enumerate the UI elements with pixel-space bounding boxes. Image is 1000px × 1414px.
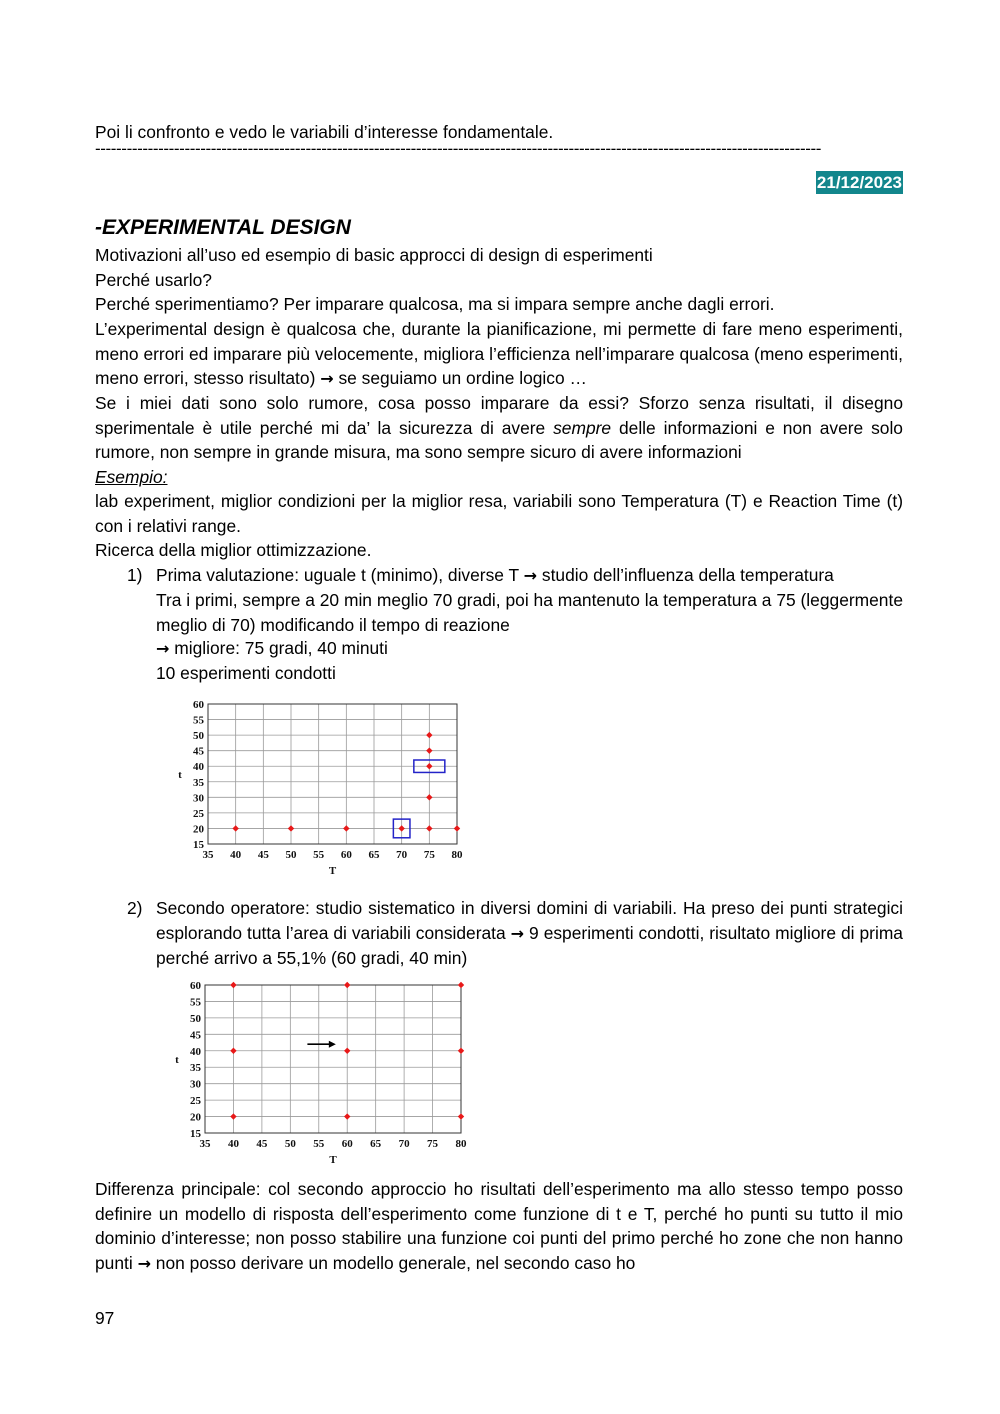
paragraph-design-tail: se seguiamo un ordine logico … [333, 368, 587, 389]
arrow-icon: → [156, 639, 170, 658]
example-label-text: Esempio: [95, 467, 168, 487]
x-tick-label: 75 [427, 1138, 439, 1150]
x-axis-label: T [329, 1154, 337, 1166]
data-point [230, 982, 236, 988]
x-tick-label: 80 [451, 849, 463, 861]
data-point [344, 1048, 350, 1054]
closing-text-a: Differenza principale: col secondo approccio ho risultati dell’esperimento ma allo stesso tempo posso definire un modello di risposta dell’esperimento come funzione di t e T, perché ho punti su tutto il mio dominio d’interesse; non posso stabilire una funzione coi punti del primo perché ho zone che non hanno punti [95, 1179, 903, 1273]
paragraph-lab: lab experiment, miglior condizioni per la miglior resa, variabili sono Temperatura (T) e Reaction Time (t) con i relativi range. [95, 491, 903, 536]
x-tick-label: 35 [199, 1138, 211, 1150]
y-tick-label: 45 [190, 1029, 201, 1042]
paragraph-design [95, 317, 903, 392]
x-tick-label: 70 [398, 1138, 410, 1150]
x-tick-label: 40 [230, 849, 242, 861]
list-item-1-count: 10 esperimenti condotti [156, 663, 336, 683]
y-axis-label: t [178, 769, 182, 781]
data-point [458, 1113, 464, 1119]
data-point [426, 794, 432, 800]
paragraph-noise-text-b: delle informazioni e non avere solo rumore, non sempre in grande misura, ma sono sempre sicuro di avere informazioni [95, 417, 903, 463]
x-tick-label: 60 [340, 849, 352, 861]
y-tick-label: 35 [190, 1062, 201, 1075]
data-point [426, 747, 432, 753]
x-tick-label: 50 [284, 1138, 296, 1150]
x-tick-label: 45 [257, 849, 269, 861]
y-tick-label: 40 [190, 1045, 201, 1058]
data-point [230, 1048, 236, 1054]
paragraph-noise-emphasis: sempre [553, 417, 612, 438]
data-point [426, 732, 432, 738]
scatter-chart-first [160, 694, 480, 890]
arrow-icon: → [523, 566, 538, 585]
arrow-icon: → [320, 369, 334, 389]
question-line: Perché usarlo? [95, 270, 212, 290]
y-tick-label: 50 [193, 730, 204, 743]
data-point [426, 825, 432, 831]
y-tick-label: 20 [193, 823, 204, 836]
y-tick-label: 40 [193, 761, 204, 774]
data-point [343, 825, 349, 831]
y-tick-label: 55 [193, 714, 204, 727]
plot-frame [208, 704, 457, 844]
x-tick-label: 75 [423, 849, 435, 861]
list-item-2-text-a: Secondo operatore: studio sistematico in diversi domini di variabili. Ha preso dei punti strategici esplorando tutta l’area di variabili considerata [156, 898, 903, 943]
example-label [95, 465, 903, 490]
y-tick-label: 55 [190, 996, 201, 1009]
arrow-icon: → [137, 1253, 151, 1273]
why-line: Perché sperimentiamo? Per imparare qualcosa, ma si impara sempre anche dagli errori. [95, 294, 775, 314]
x-tick-label: 40 [227, 1138, 239, 1150]
y-tick-label: 50 [190, 1012, 201, 1025]
list-item-1-title [156, 563, 903, 589]
data-point [398, 825, 404, 831]
y-tick-label: 30 [190, 1078, 201, 1091]
data-point [454, 825, 460, 831]
motivation-line: Motivazioni all’uso ed esempio di basic approcci di design di esperimenti [95, 245, 653, 265]
x-tick-label: 70 [396, 849, 408, 861]
x-tick-label: 50 [285, 849, 297, 861]
y-axis-label: t [175, 1054, 179, 1066]
y-tick-label: 35 [193, 776, 204, 789]
scatter-chart-second [160, 974, 480, 1174]
separator-line: ------------------------------------------------------------------------------------------------------------------------------------------ [95, 143, 822, 155]
direction-arrow-head [329, 1041, 336, 1048]
list-item-2-paragraph [156, 896, 903, 971]
y-tick-label: 25 [190, 1095, 201, 1108]
x-tick-label: 35 [202, 849, 214, 861]
x-tick-label: 60 [341, 1138, 353, 1150]
y-tick-label: 60 [193, 699, 204, 711]
data-point [344, 1113, 350, 1119]
x-tick-label: 65 [370, 1138, 382, 1150]
paragraph-noise-text-a: Se i miei dati sono solo rumore, cosa posso imparare da essi? Sforzo senza risultati, il disegno sperimentale è utile perché mi da’ la sicurezza di avere [95, 393, 903, 438]
date-row [95, 171, 903, 194]
data-point [458, 982, 464, 988]
y-tick-label: 45 [193, 745, 204, 758]
y-tick-label: 15 [190, 1128, 201, 1140]
x-tick-label: 45 [256, 1138, 268, 1150]
x-tick-label: 55 [313, 849, 325, 861]
y-tick-label: 15 [193, 839, 204, 851]
list-item-2-text-b: 9 esperimenti condotti, risultato migliore di prima perché arrivo a 55,1% (60 gradi, 40 min) [156, 922, 903, 969]
data-point [426, 763, 432, 769]
list-item-1-title-b: studio dell’influenza della temperatura [537, 565, 834, 585]
data-point [458, 1048, 464, 1054]
data-point [288, 825, 294, 831]
list-number-2: 2) [127, 898, 143, 918]
data-point [232, 825, 238, 831]
intro-line: Poi li confronto e vedo le variabili d’interesse fondamentale. [95, 122, 554, 142]
list-item-1-paragraph: Tra i primi, sempre a 20 min meglio 70 gradi, poi ha mantenuto la temperatura a 75 (leggermente meglio di 70) modificando il tempo di reazione [156, 590, 903, 635]
x-axis-label: T [328, 865, 337, 877]
paragraph-noise [95, 391, 903, 465]
y-tick-label: 20 [190, 1111, 201, 1124]
closing-text-b: non posso derivare un modello generale, nel secondo caso ho [150, 1252, 636, 1273]
list-item-1-best-text: migliore: 75 gradi, 40 minuti [169, 638, 388, 658]
closing-paragraph [95, 1177, 903, 1276]
x-tick-label: 55 [313, 1138, 325, 1150]
paragraph-design-text: L’experimental design è qualcosa che, durante la pianificazione, mi permette di fare meno esperimenti, meno errori ed imparare più velocemente, migliora l’efficienza nell’imparare qualcosa (meno esperimenti, meno errori, stesso risultato) [95, 319, 903, 389]
x-tick-label: 80 [455, 1138, 467, 1150]
data-point [230, 1113, 236, 1119]
list-item-1-best [156, 636, 903, 662]
page-number: 97 [95, 1308, 115, 1328]
list-item-1-title-a: Prima valutazione: uguale t (minimo), diverse T [156, 565, 519, 585]
y-tick-label: 30 [193, 792, 204, 805]
arrow-icon: → [510, 923, 525, 943]
list-number-1: 1) [127, 565, 143, 585]
plot-frame [205, 985, 461, 1133]
data-point [344, 982, 350, 988]
y-tick-label: 25 [193, 807, 204, 820]
date-badge: 21/12/2023 [816, 173, 902, 192]
section-heading: -EXPERIMENTAL DESIGN [95, 216, 351, 239]
x-tick-label: 65 [368, 849, 380, 861]
y-tick-label: 60 [190, 980, 201, 992]
paragraph-optimization: Ricerca della miglior ottimizzazione. [95, 540, 372, 560]
